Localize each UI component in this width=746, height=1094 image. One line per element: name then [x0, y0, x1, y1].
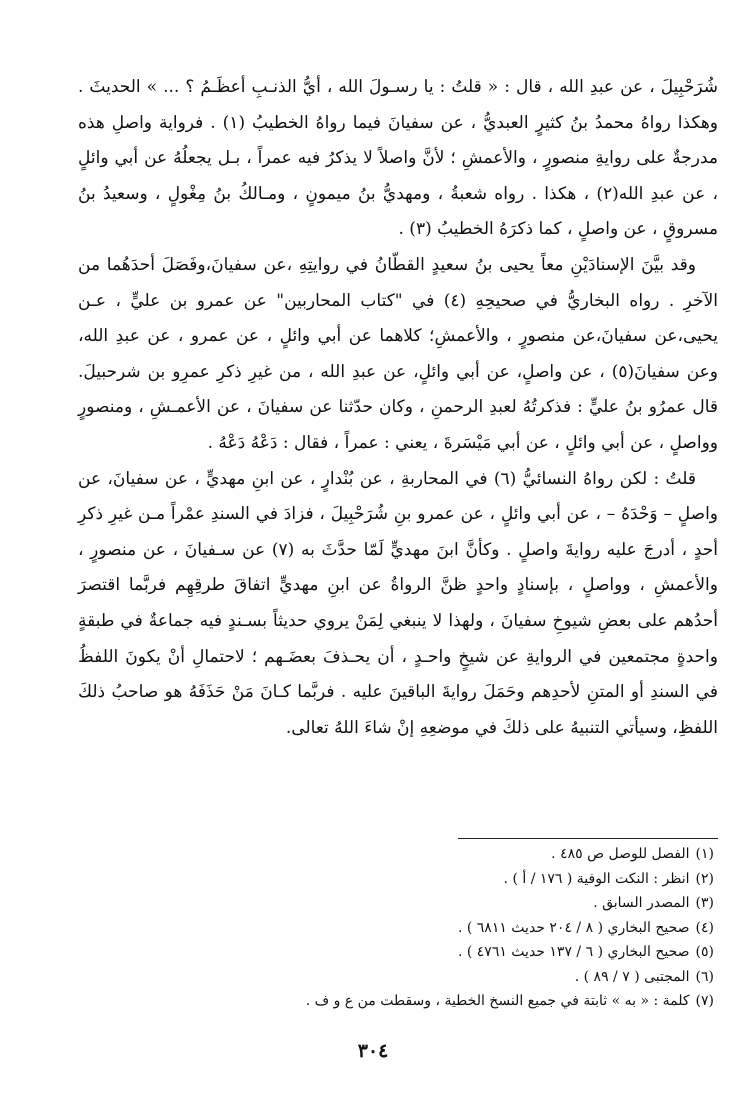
- footnote-2: [78, 867, 718, 892]
- page-number: ٣٠٤: [357, 1040, 389, 1062]
- footnote-text: انظر : النكت الوفية ( ١٧٦ / أ ) .: [503, 870, 690, 887]
- footnote-number: (٣): [695, 895, 714, 911]
- footnote-5: [78, 940, 718, 965]
- footnote-number: (٧): [695, 993, 714, 1009]
- footnote-separator: [458, 838, 718, 839]
- footnote-number: (٢): [695, 870, 714, 887]
- footnote-text: صحيح البخاري ( ٦ / ١٣٧ حديث ٤٧٦١ ) .: [457, 944, 690, 960]
- footnote-4: [78, 916, 718, 941]
- main-text: [78, 70, 718, 746]
- footnote-number: (٦): [695, 968, 714, 985]
- footnote-text: المجتبى ( ٧ / ٨٩ ) .: [574, 968, 690, 985]
- footnote-number: (٥): [695, 944, 714, 960]
- footnote-3: [78, 891, 718, 916]
- footnote-number: (١): [695, 846, 714, 862]
- footnotes: [78, 842, 718, 1014]
- paragraph-1: شُرَحْبِيلَ ، عن عبدِ الله ، قال : « قلتُ : يا رسـولَ الله ، أيُّ الذنـبِ أعظَـمُ ؟ ... » الحديثَ . وهكذا رواهُ محمدُ بنُ كثيرٍ العبديُّ ، عن سفيانَ فيما رواهُ الخطيبُ (١) . فرواية واصلِ هذه مدرجةٌ على روايةِ منصورٍ ، والأعمشِ ؛ لأنَّ واصلاً لا يذكرُ فيه عمراً ، بـل يجعلُهُ عن أبي وائلٍ ، عن عبدِ الله(٢) ، هكذا . رواه شعبةُ ، ومهديُّ بنُ ميمونٍ ، ومـالكُ بنُ مِغْولٍ ، وسعيدُ بنُ مسروقٍ ، عن واصلٍ ، كما ذكرَهُ الخطيبُ (٣) .: [78, 77, 718, 240]
- footnote-text: الفصل للوصل ص ٤٨٥ .: [551, 846, 690, 862]
- footnote-text: المصدر السابق .: [593, 895, 690, 911]
- footnote-text: كلمة : « به » ثابتة في جميع النسخ الخطية ، وسقطت من ع و ف .: [305, 993, 690, 1009]
- body-text: [78, 70, 718, 746]
- paragraph-2: وقد بيَّنَ الإسنادَيْنِ معاً يحيى بنُ سعيدٍ القطّانُ في روايتِهِ ،عن سفيانَ،وفَصَلَ أحدَهُما من الآخرِ . رواه البخاريُّ في صحيحِهِ (٤) في "كتاب المحاربين" عن عمرو بن عليٍّ ، عـن يحيى،عن سفيانَ،عن منصورٍ ، والأعمشِ؛ كلاهما عن أبي وائلٍ ، عن عمرو ، عن عبدِ الله، وعن سفيانَ(٥) ، عن واصلٍ، عن أبي وائلٍ، عن عبدِ الله ، من غيرِ ذكرِ عمرِو بن شرحبيلَ. قال عمرُو بنُ عليٍّ : فذكرتُهُ لعبدِ الرحمنِ ، وكان حدّثنا عن سفيانَ ، عن الأعمـشِ ، ومنصورٍ وواصلٍ ، عن أبي وائلٍ ، عن أبي مَيْسَرةَ ، يعني : عمراً ، فقال : دَعْهُ دَعْهُ .: [78, 254, 719, 453]
- paragraph-3: قلتُ : لكن رواهُ النسائيُّ (٦) في المحاربةِ ، عن بُنْدارٍ ، عن ابنِ مهديٍّ ، عن سفيانَ، عن واصلٍ – وَحْدَهُ – ، عن أبي وائلٍ ، عن عمرو بنِ شُرَحْبِيلَ ، فزادَ في السندِ عمْراً مـن غيرِ ذكرِ أحدٍ ، أدرجَ عليه روايةَ واصلٍ . وكأنَّ ابنَ مهديٍّ لَمّا حدَّثَ به (٧) عن سـفيانَ ، عن منصورٍ ، والأعمشِ ، وواصلٍ ، بإسنادٍ واحدٍ ظنَّ الرواةُ عن ابنِ مهديٍّ اتفاقَ طرقِهِم فربَّما اقتصرَ أحدُهم على بعضِ شيوخِ سفيانَ ، ولهذا لا ينبغي لِمَنْ يروي حديثاً بسـندٍ فيه جماعةٌ في طبقةٍ واحدةٍ مجتمعين في الروايةِ عن شيخٍ واحـدٍ ، أن يحـذفَ بعضَـهم ؛ لاحتمالِ أنْ يكونَ اللفظُ في السندِ أو المتنِ لأحدِهم وحَمَلَ روايةَ الباقينَ عليه . فربَّما كـانَ مَنْ حَذَفَهُ هو صاحبُ ذلكَ اللفظِ، وسيأتي التنبيهُ على ذلكَ في موضعِهِ إنْ شاءَ اللهُ تعالى.: [78, 468, 718, 738]
- footnote-number: (٤): [695, 919, 714, 936]
- footnote-1: [78, 842, 718, 867]
- footnote-7: [78, 989, 718, 1014]
- footnote-text: صحيح البخاري ( ٨ / ٢٠٤ حديث ٦٨١١ ) .: [457, 919, 690, 936]
- footnote-6: [78, 965, 718, 990]
